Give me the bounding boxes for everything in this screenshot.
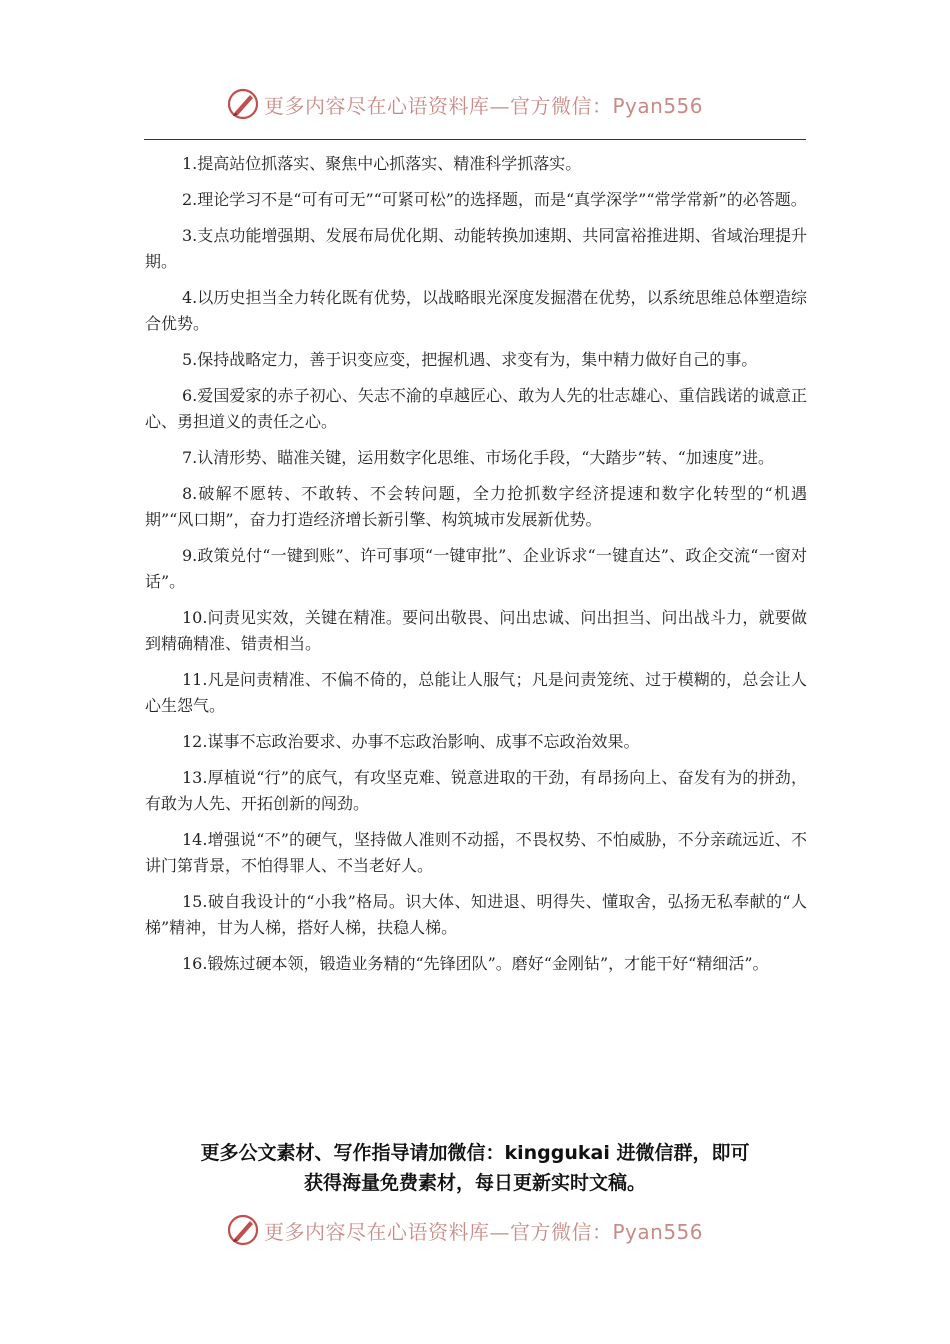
document-body bbox=[145, 151, 807, 987]
wechat-promo bbox=[130, 1138, 820, 1198]
paragraph-14: 14.增强说“不”的硬气，坚持做人准则不动摇，不畏权势、不怕威胁，不分亲疏远近、不讲门第背景，不怕得罪人、不当老好人。 bbox=[145, 830, 807, 875]
paragraph-8: 8.破解不愿转、不敢转、不会转问题，全力抢抓数字经济提速和数字化转型的“机遇期”“风口期”，奋力打造经济增长新引擎、构筑城市发展新优势。 bbox=[145, 484, 807, 529]
paragraph-2: 2.理论学习不是“可有可无”“可紧可松”的选择题，而是“真学深学”“常学常新”的必答题。 bbox=[182, 190, 807, 209]
pen-logo-icon bbox=[226, 1213, 260, 1247]
paragraph-6: 6.爱国爱家的赤子初心、矢志不渝的卓越匠心、敢为人先的壮志雄心、重信践诺的诚意正心、勇担道义的责任之心。 bbox=[145, 386, 807, 431]
pen-logo-icon bbox=[226, 87, 260, 121]
footer-logo bbox=[226, 1212, 703, 1248]
header-brand-text: 更多内容尽在心语资料库—官方微信：Pyan556 bbox=[264, 93, 704, 118]
paragraph-5: 5.保持战略定力，善于识变应变，把握机遇、求变有为，集中精力做好自己的事。 bbox=[182, 350, 758, 369]
footer-brand-text: 更多内容尽在心语资料库—官方微信：Pyan556 bbox=[264, 1219, 704, 1244]
paragraph-13: 13.厚植说“行”的底气，有攻坚克难、锐意进取的干劲，有昂扬向上、奋发有为的拼劲，有敢为人先、开拓创新的闯劲。 bbox=[145, 768, 807, 813]
paragraph-10: 10.问责见实效，关键在精准。要问出敬畏、问出忠诚、问出担当、问出战斗力，就要做到精确精准、错责相当。 bbox=[145, 608, 807, 653]
paragraph-1: 1.提高站位抓落实、聚焦中心抓落实、精准科学抓落实。 bbox=[182, 154, 582, 173]
promo-line-2: 获得海量免费素材，每日更新实时文稿。 bbox=[303, 1172, 646, 1194]
paragraph-11: 11.凡是问责精准、不偏不倚的，总能让人服气；凡是问责笼统、过于模糊的，总会让人心生怨气。 bbox=[145, 670, 807, 715]
paragraph-7: 7.认清形势、瞄准关键，运用数字化思维、市场化手段，“大踏步”转、“加速度”进。 bbox=[182, 448, 774, 467]
footer-contact-id: Pyan556 bbox=[612, 1219, 704, 1244]
paragraph-4: 4.以历史担当全力转化既有优势，以战略眼光深度发掘潜在优势，以系统思维总体塑造综合优势。 bbox=[145, 288, 807, 333]
promo-line-1: 更多公文素材、写作指导请加微信：kinggukai 进微信群，即可 bbox=[200, 1142, 750, 1164]
header-logo bbox=[226, 86, 703, 122]
paragraph-15: 15.破自我设计的“小我”格局。识大体、知进退、明得失、懂取舍，弘扬无私奉献的“人梯”精神，甘为人梯，搭好人梯，扶稳人梯。 bbox=[145, 892, 807, 937]
paragraph-3: 3.支点功能增强期、发展布局优化期、动能转换加速期、共同富裕推进期、省域治理提升期。 bbox=[145, 226, 807, 271]
header-divider bbox=[144, 139, 806, 140]
header-contact-id: Pyan556 bbox=[612, 93, 704, 118]
paragraph-16: 16.锻炼过硬本领，锻造业务精的“先锋团队”。磨好“金刚钻”，才能干好“精细活”。 bbox=[182, 954, 769, 973]
paragraph-12: 12.谋事不忘政治要求、办事不忘政治影响、成事不忘政治效果。 bbox=[182, 732, 640, 751]
paragraph-9: 9.政策兑付“一键到账”、许可事项“一键审批”、企业诉求“一键直达”、政企交流“一窗对话”。 bbox=[145, 546, 807, 591]
